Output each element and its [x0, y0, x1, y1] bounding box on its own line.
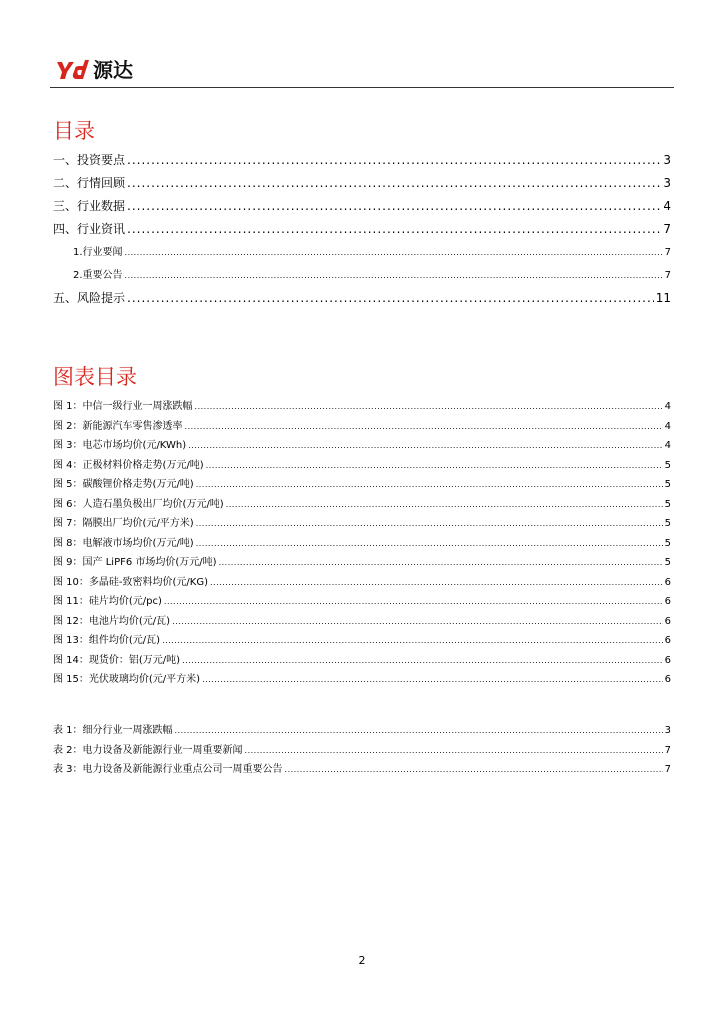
toc-leader-dots: [219, 553, 663, 573]
figure-page: 6: [664, 674, 671, 685]
figure-entry[interactable]: [53, 456, 671, 476]
toc-item[interactable]: [53, 172, 671, 195]
toc-item-label: 三、行业数据: [53, 199, 126, 213]
figure-label: 图 14：现货价：铝(万元/吨): [53, 654, 181, 666]
figure-label: 图 13：组件均价(元/瓦): [53, 635, 161, 646]
figure-entry[interactable]: [53, 495, 671, 515]
logo-text: 源达: [93, 58, 133, 82]
table-page: 7: [664, 764, 671, 775]
figure-entry[interactable]: [53, 553, 671, 573]
toc-leader-dots: [127, 172, 661, 195]
figure-entry[interactable]: [53, 534, 671, 554]
figure-label: 图 7：隔膜出厂均价(元/平方米): [53, 518, 194, 529]
figure-label: 图 10：多晶硅-致密料均价(元/KG): [53, 576, 208, 588]
toc-item-page: 4: [663, 199, 671, 213]
toc-item-label: 五、风险提示: [53, 291, 126, 305]
yd-logo-mark-icon: [56, 59, 90, 81]
figure-page: 5: [664, 498, 671, 510]
toc-leader-dots: [172, 612, 663, 632]
toc-leader-dots: [195, 397, 663, 417]
figure-page: 4: [664, 401, 671, 412]
figure-label: 图 8：电解液市场均价(万元/吨): [53, 537, 194, 549]
figure-page: 5: [664, 537, 671, 549]
table-label: 表 3：电力设备及新能源行业重点公司一周重要公告: [53, 764, 283, 775]
toc-leader-dots: [175, 721, 663, 741]
page-number: 2: [358, 954, 366, 967]
table-entry[interactable]: [53, 760, 671, 780]
toc-leader-dots: [127, 149, 661, 172]
figure-page: 6: [664, 615, 671, 627]
toc-leader-dots: [182, 651, 663, 671]
figure-page: 5: [664, 459, 671, 471]
figure-label: 图 3：电芯市场均价(元/KWh): [53, 440, 187, 451]
company-logo: [56, 57, 133, 83]
figure-label: 图 5：碳酸锂价格走势(万元/吨): [53, 479, 194, 490]
figure-label: 图 6：人造石墨负极出厂均价(万元/吨): [53, 498, 224, 510]
toc-leader-dots: [164, 592, 663, 612]
figure-page: 5: [664, 479, 671, 490]
table-page: 7: [664, 744, 671, 756]
toc-leader-dots: [206, 456, 663, 476]
figure-label: 图 1：中信一级行业一周涨跌幅: [53, 401, 193, 412]
toc-item-label: 四、行业资讯: [53, 222, 126, 236]
figure-entry[interactable]: [53, 397, 671, 417]
figure-page: 6: [664, 596, 671, 607]
figure-entry[interactable]: [53, 436, 671, 456]
toc-subitem[interactable]: [53, 241, 671, 264]
figure-entry[interactable]: [53, 514, 671, 534]
figure-entry[interactable]: [53, 631, 671, 651]
toc-leader-dots: [162, 631, 663, 651]
figure-entry[interactable]: [53, 670, 671, 690]
figure-entry[interactable]: [53, 612, 671, 632]
toc-item-label: 二、行情回顾: [53, 176, 126, 190]
figure-label: 图 15：光伏玻璃均价(元/平方米): [53, 674, 201, 685]
figure-page: 4: [664, 440, 671, 451]
toc-item-page: 3: [663, 153, 671, 167]
figure-label: 图 2：新能源汽车零售渗透率: [53, 420, 183, 432]
figure-entry[interactable]: [53, 417, 671, 437]
toc-subitem[interactable]: [53, 264, 671, 287]
header-divider: [50, 87, 674, 88]
figure-label: 图 11：硅片均价(元/pc): [53, 596, 162, 607]
figure-label: 图 9：国产 LiPF6 市场均价(万元/吨): [53, 557, 217, 568]
toc-item[interactable]: [53, 287, 671, 310]
toc-leader-dots: [188, 436, 662, 456]
toc-leader-dots: [125, 241, 663, 264]
toc-item-page: 3: [663, 176, 671, 190]
figure-entry[interactable]: [53, 475, 671, 495]
table-entry[interactable]: [53, 741, 671, 761]
figure-entry[interactable]: [53, 573, 671, 593]
toc-list: [53, 149, 671, 310]
toc-leader-dots: [202, 670, 663, 690]
figures-toc-title: 图表目录: [53, 365, 137, 389]
toc-item-page: 7: [664, 247, 671, 258]
figure-label: 图 12：电池片均价(元/瓦): [53, 615, 171, 627]
figure-page: 6: [664, 635, 671, 646]
toc-item[interactable]: [53, 195, 671, 218]
toc-item[interactable]: [53, 149, 671, 172]
toc-item[interactable]: [53, 218, 671, 241]
figure-entry[interactable]: [53, 592, 671, 612]
toc-leader-dots: [125, 264, 663, 287]
figure-entry[interactable]: [53, 651, 671, 671]
table-entry[interactable]: [53, 721, 671, 741]
toc-leader-dots: [185, 417, 663, 437]
toc-leader-dots: [196, 534, 663, 554]
table-label: 表 2：电力设备及新能源行业一周重要新闻: [53, 744, 243, 756]
figure-page: 4: [664, 420, 671, 432]
toc-item-label: 2.重要公告: [73, 270, 123, 281]
toc-item-page: 7: [663, 222, 671, 236]
toc-item-page: 11: [655, 291, 671, 305]
toc-item-label: 一、投资要点: [53, 153, 126, 167]
table-label: 表 1：细分行业一周涨跌幅: [53, 725, 173, 736]
toc-leader-dots: [127, 195, 661, 218]
figure-page: 5: [664, 557, 671, 568]
toc-leader-dots: [285, 760, 663, 780]
toc-item-page: 7: [664, 270, 671, 281]
toc-leader-dots: [127, 218, 661, 241]
toc-leader-dots: [226, 495, 663, 515]
toc-leader-dots: [210, 573, 663, 593]
toc-leader-dots: [127, 287, 654, 310]
toc-item-label: 1.行业要闻: [73, 247, 123, 258]
table-page: 3: [664, 725, 671, 736]
figures-list: [53, 397, 671, 690]
tables-list: [53, 721, 671, 780]
toc-title: 目录: [53, 119, 95, 143]
toc-leader-dots: [196, 514, 663, 534]
figure-page: 5: [664, 518, 671, 529]
figure-page: 6: [664, 576, 671, 588]
toc-leader-dots: [196, 475, 663, 495]
figure-label: 图 4：正极材料价格走势(万元/吨): [53, 459, 204, 471]
figure-page: 6: [664, 654, 671, 666]
toc-leader-dots: [245, 741, 663, 761]
